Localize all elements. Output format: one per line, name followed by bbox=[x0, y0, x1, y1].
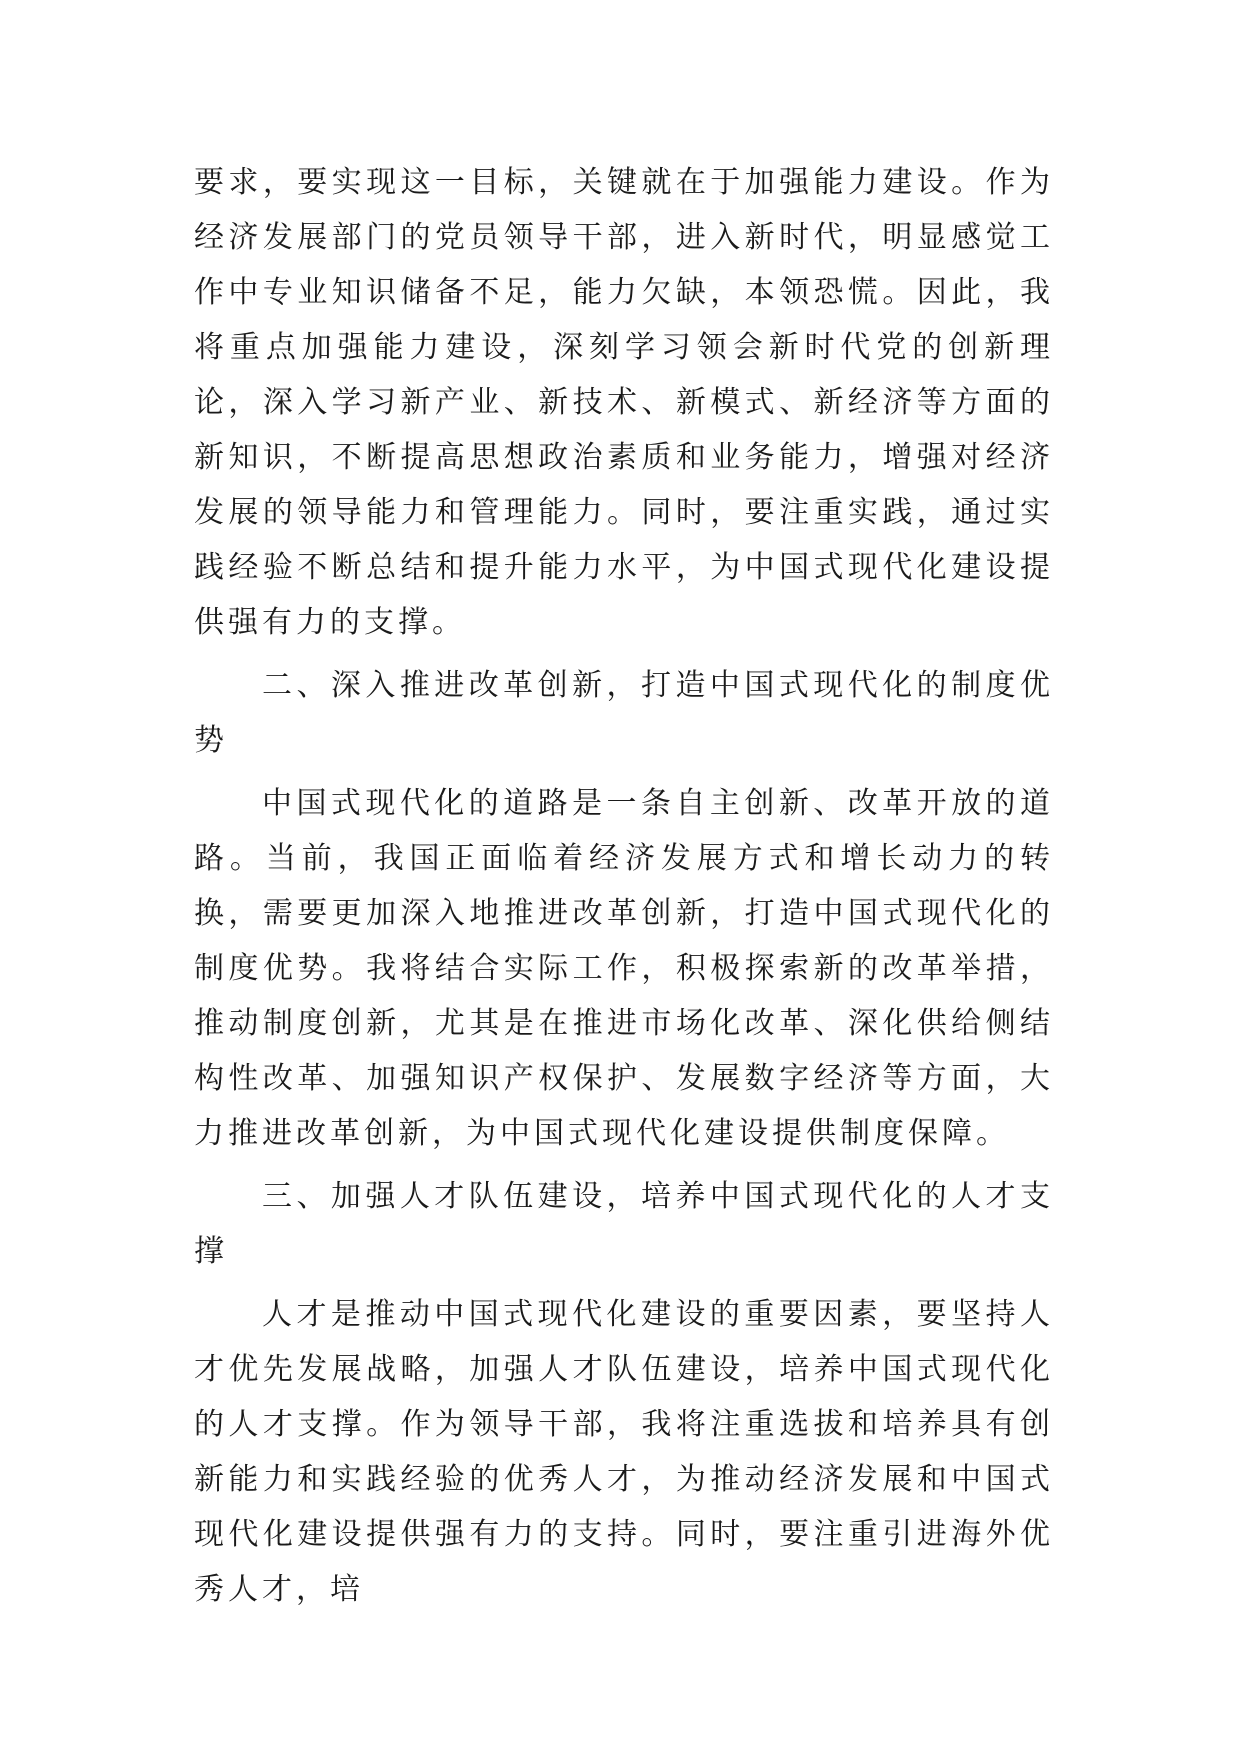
body-paragraph-section-3: 人才是推动中国式现代化建设的重要因素，要坚持人才优先发展战略，加强人才队伍建设，培养中国式现代化的人才支撑。作为领导干部，我将注重选拔和培养具有创新能力和实践经验的优秀人才，为推动经济发展和中国式现代化建设提供强有力的支持。同时，要注重引进海外优秀人才，培 bbox=[194, 1297, 1054, 1607]
document-body bbox=[194, 155, 1054, 1625]
section-heading-3: 三、加强人才队伍建设，培养中国式现代化的人才支撑 bbox=[194, 1179, 1054, 1269]
body-paragraph-continued: 要求，要实现这一目标，关键就在于加强能力建设。作为经济发展部门的党员领导干部，进入新时代，明显感觉工作中专业知识储备不足，能力欠缺，本领恐慌。因此，我将重点加强能力建设，深刻学习领会新时代党的创新理论，深入学习新产业、新技术、新模式、新经济等方面的新知识，不断提高思想政治素质和业务能力，增强对经济发展的领导能力和管理能力。同时，要注重实践，通过实践经验不断总结和提升能力水平，为中国式现代化建设提供强有力的支撑。 bbox=[194, 165, 1054, 640]
body-paragraph-section-2: 中国式现代化的道路是一条自主创新、改革开放的道路。当前，我国正面临着经济发展方式和增长动力的转换，需要更加深入地推进改革创新，打造中国式现代化的制度优势。我将结合实际工作，积极探索新的改革举措，推动制度创新，尤其是在推进市场化改革、深化供给侧结构性改革、加强知识产权保护、发展数字经济等方面，大力推进改革创新，为中国式现代化建设提供制度保障。 bbox=[194, 786, 1054, 1151]
section-heading-2: 二、深入推进改革创新，打造中国式现代化的制度优势 bbox=[194, 668, 1054, 758]
